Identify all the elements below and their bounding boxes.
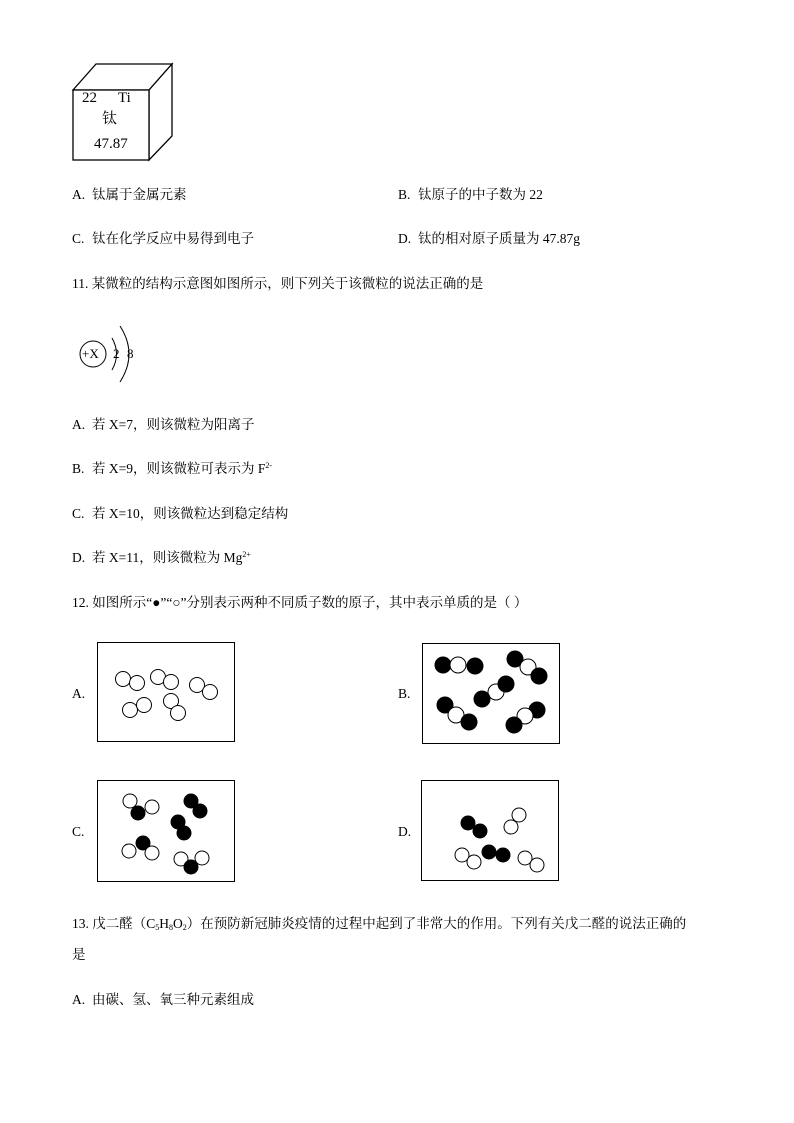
q12-label-c: C. [72,824,85,839]
q11-option-c: 若 X=10，则该微粒达到稳定结构 [92,506,289,521]
q13-sub-c: 5 [155,923,160,932]
molecules-b [423,644,559,743]
q13-option-a: 由碳、氢、氧三种元素组成 [92,992,254,1007]
shell2-electrons: 8 [127,346,134,361]
element-name: 钛 [102,111,118,127]
q11-option-b-charge: 2- [265,461,273,470]
q13-stem-post: ）在预防新冠肺炎疫情的过程中起到了非常大的作用。下列有关戊二醛的说法正确的 [186,916,687,931]
q11-option-d-line [92,551,251,565]
q10-option-d: 钛的相对原子质量为 47.87g [418,231,580,246]
atomic-number: 22 [82,90,97,106]
q11-option-d-charge: 2+ [242,550,251,559]
q12-stem: 12. 如图所示“●”“○”分别表示两种不同质子数的原子，其中表示单质的是（ ） [72,595,528,610]
q11-stem: 11. 某微粒的结构示意图如图所示，则下列关于该微粒的说法正确的是 [72,276,484,291]
q10-option-b-letter: B. [398,187,411,202]
q13-stem-h: H [159,916,170,931]
atom-structure-diagram [76,318,146,390]
q13-sub-o: 2 [182,923,187,932]
q12-label-a: A. [72,686,86,701]
q10-option-c-letter: C. [72,231,85,246]
q12-box-c [97,780,235,882]
q13-stem-pre: 13. 戊二醛（C [72,916,156,931]
molecules-c [98,781,234,881]
q11-option-b-letter: B. [72,461,85,476]
q12-label-d: D. [398,824,412,839]
q11-option-c-letter: C. [72,506,85,521]
q10-option-d-letter: D. [398,231,412,246]
q11-option-b-line [92,462,272,476]
q13-option-a-letter: A. [72,992,86,1007]
q10-option-a-letter: A. [72,187,86,202]
q11-option-d: 若 X=11，则该微粒为 Mg [92,550,243,565]
nucleus-label: +X [82,346,99,361]
q13-stem [72,917,686,932]
atomic-mass: 47.87 [94,136,128,152]
q11-option-a-letter: A. [72,417,86,432]
q12-box-b [422,643,560,744]
q10-option-a: 钛属于金属元素 [92,187,187,202]
molecules-d [422,781,558,880]
q11-option-b: 若 X=9，则该微粒可表示为 F [92,461,266,476]
q13-stem-o: O [173,916,183,931]
q12-label-b: B. [398,686,411,701]
molecules-a [98,643,234,741]
q12-box-d [421,780,559,881]
q10-option-c: 钛在化学反应中易得到电子 [92,231,254,246]
q11-option-a: 若 X=7，则该微粒为阳离子 [92,417,255,432]
q12-box-a [97,642,235,742]
element-symbol: Ti [118,90,131,106]
shell1-electrons: 2 [113,346,120,361]
q13-stem-line2: 是 [72,947,86,962]
q10-option-b: 钛原子的中子数为 22 [418,187,543,202]
element-card [70,60,175,165]
q11-option-d-letter: D. [72,550,86,565]
q13-sub-h: 8 [169,923,174,932]
